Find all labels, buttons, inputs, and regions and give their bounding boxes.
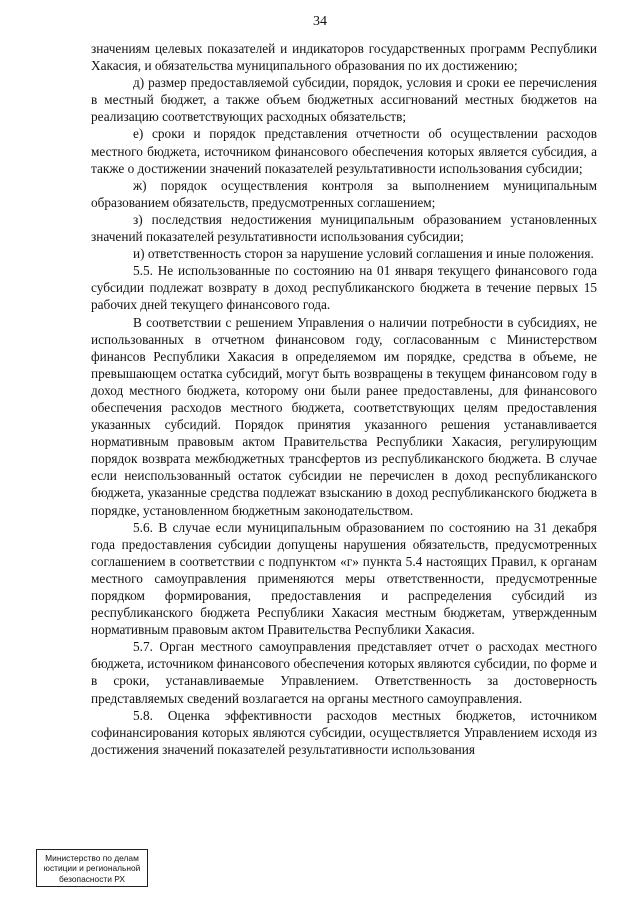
stamp-line: безопасности РХ	[58, 873, 126, 884]
paragraph: 5.6. В случае если муниципальным образованием по состоянию на 31 декабря года предоставления субсидии допущены нарушения обязательств, предусмотренных соглашением в соответствии с подпунктом «г» пункта 5.4 настоящих Правил, к органам местного самоуправления применяются меры ответственности, предусмотренные порядком формирования, предоставления и распределения субсидий из республиканского бюджета Республики Хакасия местным бюджетам, утвержденным нормативным правовым актом Правительства Республики Хакасия.	[91, 519, 597, 638]
document-body	[91, 40, 597, 758]
paragraph: 5.8. Оценка эффективности расходов местных бюджетов, источником софинансирования которых являются субсидии, осуществляется Управлением исходя из достижения значений показателей результативности использования	[91, 707, 597, 757]
paragraph: В соответствии с решением Управления о наличии потребности в субсидиях, не использованных в отчетном финансовом году, согласованным с Министерством финансов Республики Хакасия в определяемом им порядке, средства в объеме, не превышающем остатка субсидий, могут быть возвращены в текущем финансовом году в доход местного бюджета, которому они были ранее предоставлены, для финансового обеспечения расходов местного бюджета, соответствующих целям предоставления указанных субсидий. Порядок принятия указанного решения устанавливается нормативным правовым актом Правительства Республики Хакасия, регулирующим порядок возврата межбюджетных трансфертов из республиканского бюджета. В случае если неиспользованный остаток субсидии не перечислен в доход республиканского бюджета, указанные средства подлежат взысканию в доход республиканского бюджета в порядке, установленном бюджетным законодательством.	[91, 314, 597, 518]
page-number: 34	[313, 14, 327, 29]
paragraph: 5.7. Орган местного самоуправления представляет отчет о расходах местного бюджета, источником финансового обеспечения которых являются субсидии, по форме и в сроки, устанавливаемые Управлением. Ответственность за достоверность представляемых сведений возлагается на органы местного самоуправления.	[91, 639, 598, 706]
paragraph: ж) порядок осуществления контроля за выполнением муниципальным образованием обязательств, предусмотренных соглашением;	[91, 177, 597, 210]
ministry-stamp	[36, 849, 148, 887]
paragraph: значениям целевых показателей и индикаторов государственных программ Республики Хакасия, и обязательства муниципального образования по их достижению;	[91, 41, 597, 74]
stamp-line: Министерство по делам	[45, 853, 139, 863]
stamp-line: юстиции и региональной	[43, 863, 141, 874]
paragraph: 5.5. Не использованные по состоянию на 01 января текущего финансового года субсидии подлежат возврату в доход республиканского бюджета в течение первых 15 рабочих дней текущего финансового года.	[91, 263, 597, 313]
paragraph: д) размер предоставляемой субсидии, порядок, условия и сроки ее перечисления в местный бюджет, а также объем бюджетных ассигнований местных бюджетов на реализацию соответствующих расходных обязательств;	[91, 75, 597, 125]
paragraph: и) ответственность сторон за нарушение условий соглашения и иные положения.	[133, 246, 594, 262]
paragraph: е) сроки и порядок представления отчетности об осуществлении расходов местного бюджета, источником финансового обеспечения которых является субсидия, а также о достижении значений показателей результативности использования субсидии;	[91, 126, 597, 176]
paragraph: з) последствия недостижения муниципальным образованием установленных значений показателей результативности использования субсидии;	[91, 211, 597, 245]
